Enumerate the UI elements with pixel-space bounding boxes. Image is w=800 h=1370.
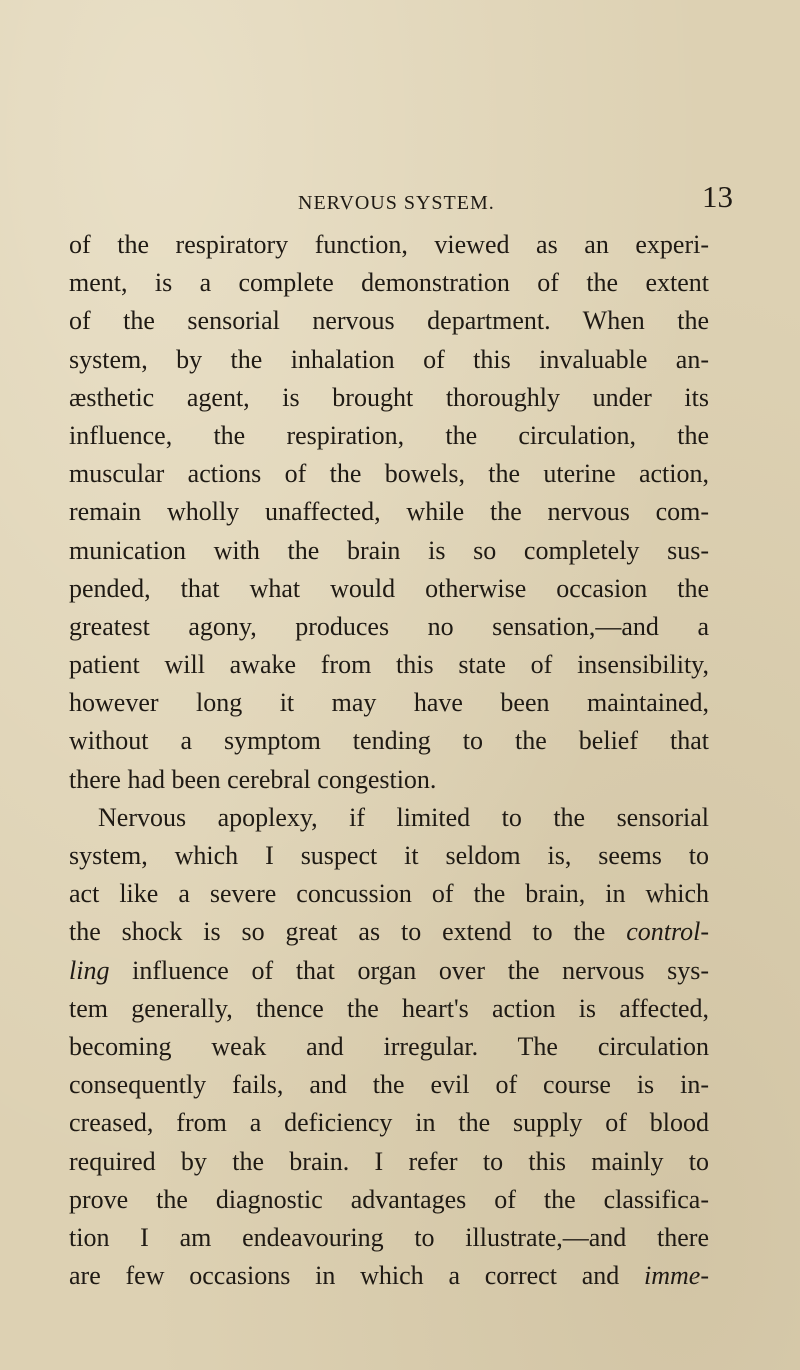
text-line: ment, is a complete demonstration of the extent [69, 268, 709, 298]
text-line [69, 952, 709, 990]
text-line: act like a severe concussion of the brain, in which [69, 879, 709, 909]
italic-word: control- [626, 917, 709, 947]
running-head [0, 176, 800, 216]
text-line: tion I am endeavouring to illustrate,—and there [69, 1222, 709, 1252]
text-line: creased, from a deficiency in the supply of blood [69, 1108, 709, 1138]
text-line: patient will awake from this state of insensibility, [69, 650, 709, 680]
italic-word: ling [69, 955, 110, 985]
text-fragment: the shock is so great as to extend to the [69, 917, 606, 947]
text-line: there had been cerebral congestion. [69, 764, 437, 794]
text-line: tem generally, thence the heart's action is affected, [69, 993, 709, 1023]
text-line: of the sensorial nervous department. When the [69, 306, 709, 336]
text-line [69, 913, 709, 951]
text-line: muscular actions of the bowels, the uterine action, [69, 459, 709, 489]
text-line [69, 1257, 709, 1295]
text-line: remain wholly unaffected, while the nervous com- [69, 497, 709, 527]
italic-word: imme- [644, 1261, 710, 1291]
text-line: without a symptom tending to the belief that [69, 726, 709, 756]
text-line: system, by the inhalation of this invaluable an- [69, 344, 709, 374]
text-line: pended, that what would otherwise occasion the [69, 573, 709, 603]
text-line: becoming weak and irregular. The circulation [69, 1031, 709, 1061]
text-line: required by the brain. I refer to this mainly to [69, 1146, 709, 1176]
text-fragment: influence of that organ over the nervous sys- [132, 955, 710, 985]
text-fragment: are few occasions in which a correct and [69, 1261, 620, 1291]
text-line: consequently fails, and the evil of course is in- [69, 1070, 709, 1100]
page-number: 13 [702, 179, 733, 214]
text-line: system, which I suspect it seldom is, seems to [69, 841, 709, 870]
text-line: Nervous apoplexy, if limited to the sensorial [98, 802, 709, 832]
text-line: munication with the brain is so completely sus- [69, 535, 709, 565]
text-line: of the respiratory function, viewed as an experi- [69, 230, 709, 259]
running-title: NERVOUS SYSTEM. [298, 192, 495, 214]
text-line: however long it may have been maintained, [69, 688, 709, 718]
body-text [69, 226, 709, 1295]
text-line: æsthetic agent, is brought thoroughly under its [69, 382, 709, 412]
text-line: influence, the respiration, the circulation, the [69, 420, 709, 450]
text-line: greatest agony, produces no sensation,—and a [69, 611, 709, 641]
text-line: prove the diagnostic advantages of the classifica- [69, 1184, 709, 1214]
